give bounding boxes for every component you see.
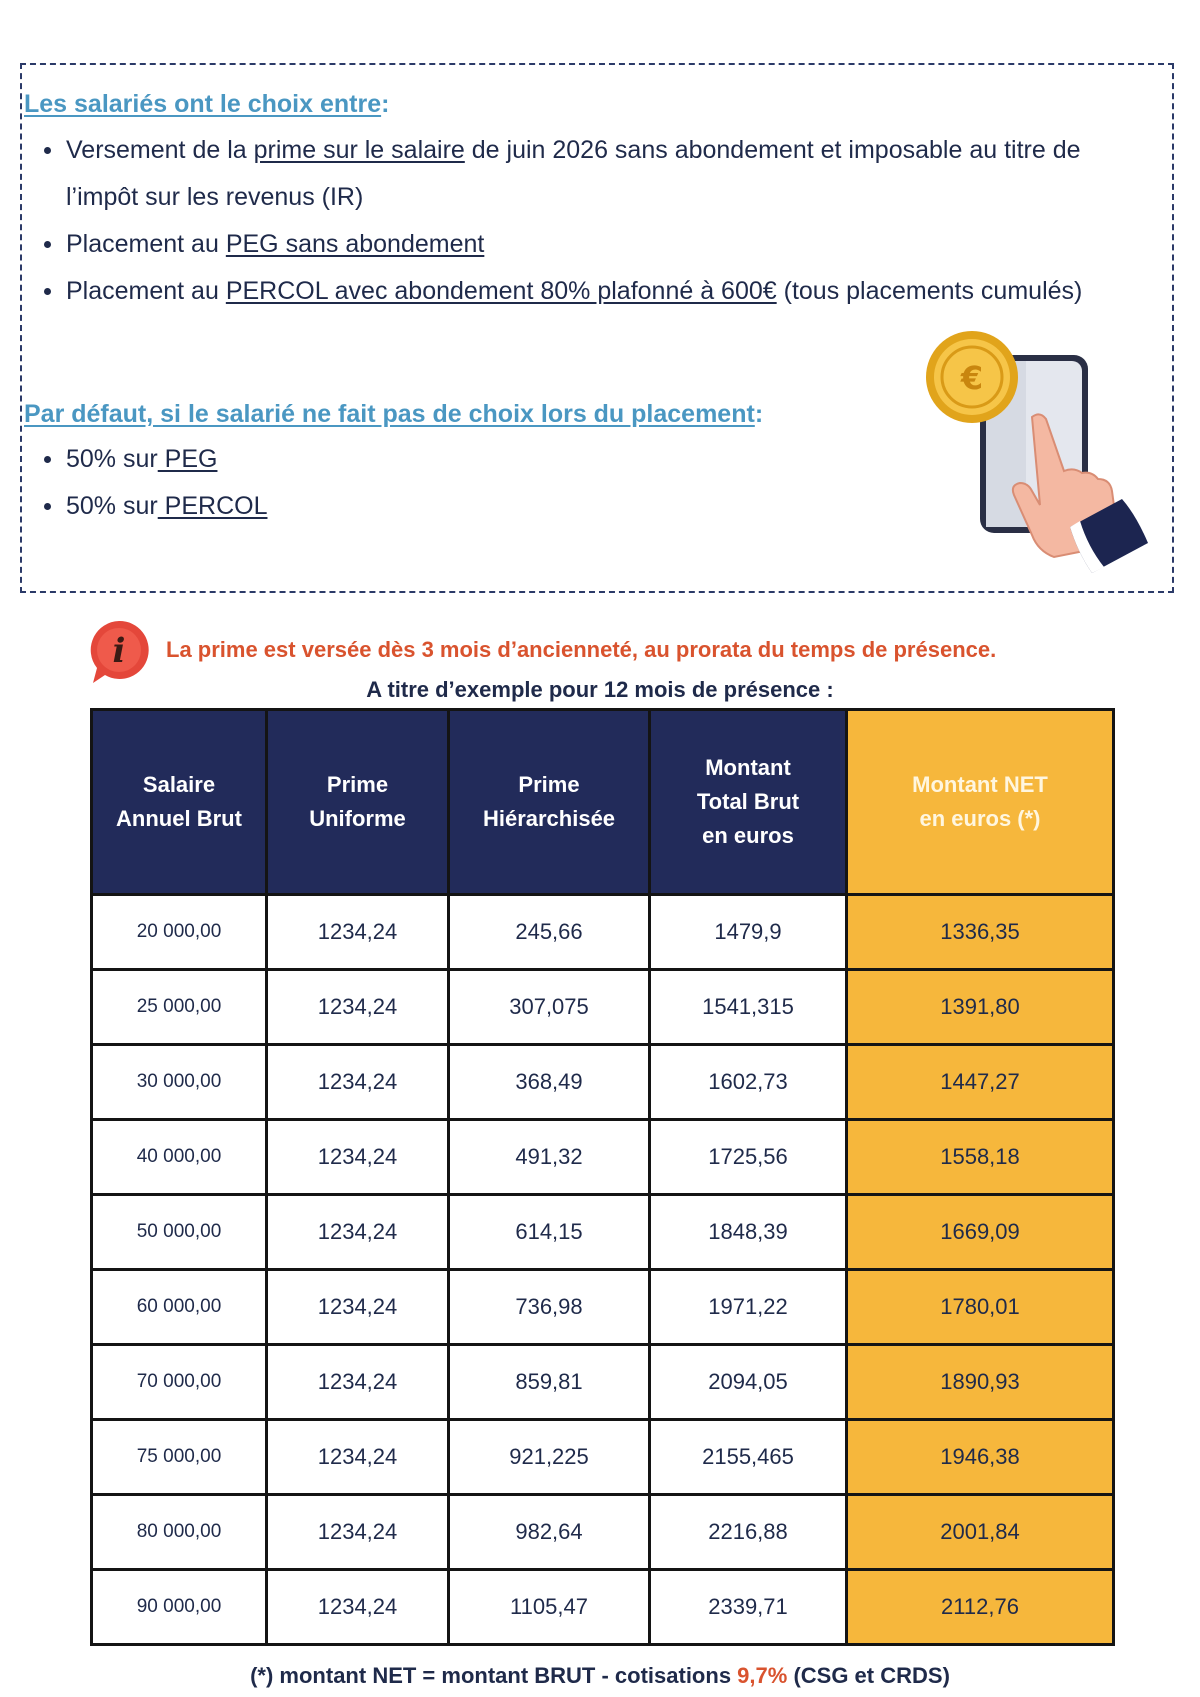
option-percol: Placement au PERCOL avec abondement 80% plafonné à 600€ (tous placements cumulés) xyxy=(44,268,1124,315)
cell-salaire: 80 000,00 xyxy=(92,1495,267,1570)
table-row xyxy=(92,1345,1114,1420)
cell-prime-hierarchisee: 736,98 xyxy=(449,1270,650,1345)
cell-prime-hierarchisee: 921,225 xyxy=(449,1420,650,1495)
cell-net: 1890,93 xyxy=(847,1345,1114,1420)
cell-net: 1946,38 xyxy=(847,1420,1114,1495)
cell-prime-uniforme: 1234,24 xyxy=(267,1270,449,1345)
cell-prime-hierarchisee: 982,64 xyxy=(449,1495,650,1570)
default-percol: 50% sur PERCOL xyxy=(44,483,644,530)
cell-salaire: 40 000,00 xyxy=(92,1120,267,1195)
cell-prime-hierarchisee: 614,15 xyxy=(449,1195,650,1270)
cell-net: 2001,84 xyxy=(847,1495,1114,1570)
cell-total-brut: 1725,56 xyxy=(650,1120,847,1195)
cell-net: 1669,09 xyxy=(847,1195,1114,1270)
cell-total-brut: 2339,71 xyxy=(650,1570,847,1645)
cell-net: 1391,80 xyxy=(847,970,1114,1045)
choice-options-list xyxy=(44,127,1124,315)
cell-salaire: 25 000,00 xyxy=(92,970,267,1045)
contribution-rate: 9,7% xyxy=(737,1663,788,1688)
prime-amounts-table xyxy=(90,708,1115,1646)
cell-net: 1447,27 xyxy=(847,1045,1114,1120)
header-salaire: Salaire Annuel Brut xyxy=(92,710,267,895)
table-row xyxy=(92,1270,1114,1345)
header-prime-hierarchisee: Prime Hiérarchisée xyxy=(449,710,650,895)
cell-salaire: 60 000,00 xyxy=(92,1270,267,1345)
choice-heading: Les salariés ont le choix entre: xyxy=(24,90,390,118)
cell-salaire: 20 000,00 xyxy=(92,895,267,970)
cell-total-brut: 1971,22 xyxy=(650,1270,847,1345)
default-allocation-list xyxy=(44,436,644,530)
cell-prime-hierarchisee: 491,32 xyxy=(449,1120,650,1195)
cell-total-brut: 1541,315 xyxy=(650,970,847,1045)
option-prime-salaire: Versement de la prime sur le salaire de juin 2026 sans abondement et imposable au titre de l’impôt sur les revenus (IR) xyxy=(44,127,1124,221)
cell-salaire: 75 000,00 xyxy=(92,1420,267,1495)
default-peg: 50% sur PEG xyxy=(44,436,644,483)
cell-total-brut: 1848,39 xyxy=(650,1195,847,1270)
cell-prime-hierarchisee: 859,81 xyxy=(449,1345,650,1420)
table-row xyxy=(92,1420,1114,1495)
cell-salaire: 90 000,00 xyxy=(92,1570,267,1645)
info-letter: i xyxy=(112,631,126,671)
cell-prime-hierarchisee: 368,49 xyxy=(449,1045,650,1120)
cell-prime-uniforme: 1234,24 xyxy=(267,895,449,970)
option-peg: Placement au PEG sans abondement xyxy=(44,221,1124,268)
cell-prime-uniforme: 1234,24 xyxy=(267,1195,449,1270)
cell-prime-uniforme: 1234,24 xyxy=(267,970,449,1045)
cell-net: 1780,01 xyxy=(847,1270,1114,1345)
cell-prime-uniforme: 1234,24 xyxy=(267,1045,449,1120)
cell-prime-uniforme: 1234,24 xyxy=(267,1345,449,1420)
table-row xyxy=(92,1495,1114,1570)
euro-symbol: € xyxy=(960,359,984,397)
header-montant-total-brut: Montant Total Brut en euros xyxy=(650,710,847,895)
cell-total-brut: 2216,88 xyxy=(650,1495,847,1570)
cell-prime-hierarchisee: 245,66 xyxy=(449,895,650,970)
cell-salaire: 50 000,00 xyxy=(92,1195,267,1270)
cell-prime-uniforme: 1234,24 xyxy=(267,1570,449,1645)
example-title: A titre d’exemple pour 12 mois de présence : xyxy=(366,677,834,702)
cell-salaire: 70 000,00 xyxy=(92,1345,267,1420)
table-header-row xyxy=(92,710,1114,895)
cell-salaire: 30 000,00 xyxy=(92,1045,267,1120)
cell-prime-hierarchisee: 307,075 xyxy=(449,970,650,1045)
net-amount-footnote: (*) montant NET = montant BRUT - cotisations 9,7% (CSG et CRDS) xyxy=(250,1663,950,1688)
cell-total-brut: 1479,9 xyxy=(650,895,847,970)
cell-net: 2112,76 xyxy=(847,1570,1114,1645)
table-row xyxy=(92,1570,1114,1645)
table-row xyxy=(92,1120,1114,1195)
cell-prime-hierarchisee: 1105,47 xyxy=(449,1570,650,1645)
table-row xyxy=(92,895,1114,970)
eligibility-notice: La prime est versée dès 3 mois d’ancienneté, au prorata du temps de présence. xyxy=(166,637,997,662)
table-row xyxy=(92,1045,1114,1120)
cell-total-brut: 2094,05 xyxy=(650,1345,847,1420)
cell-prime-uniforme: 1234,24 xyxy=(267,1495,449,1570)
cell-net: 1336,35 xyxy=(847,895,1114,970)
cell-total-brut: 1602,73 xyxy=(650,1045,847,1120)
header-prime-uniforme: Prime Uniforme xyxy=(267,710,449,895)
hand-tapping-phone-euro-coin-icon xyxy=(920,325,1150,575)
table-row xyxy=(92,970,1114,1045)
header-montant-net: Montant NET en euros (*) xyxy=(847,710,1114,895)
cell-prime-uniforme: 1234,24 xyxy=(267,1120,449,1195)
cell-total-brut: 2155,465 xyxy=(650,1420,847,1495)
cell-prime-uniforme: 1234,24 xyxy=(267,1420,449,1495)
cell-net: 1558,18 xyxy=(847,1120,1114,1195)
default-heading: Par défaut, si le salarié ne fait pas de choix lors du placement: xyxy=(24,400,764,428)
table-row xyxy=(92,1195,1114,1270)
